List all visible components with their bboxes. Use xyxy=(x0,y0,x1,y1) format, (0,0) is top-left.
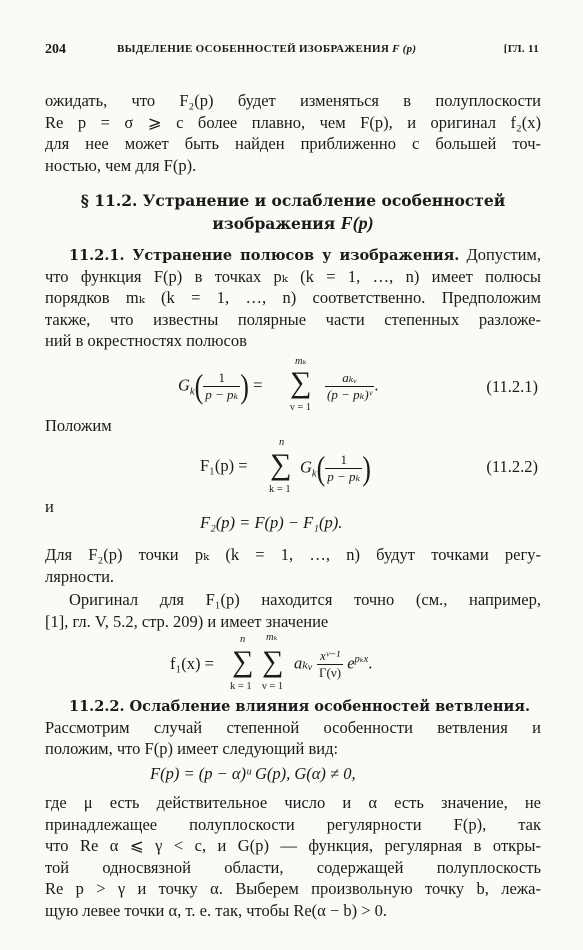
subsection-11-2-2 xyxy=(45,695,541,760)
subsection-heading: 11.2.1. Устранение полюсов у изображения. xyxy=(69,247,460,264)
equation-branch: F(p) = (p − α)ᵘ G(p), G(α) ≠ 0, xyxy=(150,764,356,783)
text-line: ожидать, что F₂(p) будет изменяться в полуплоскости xyxy=(45,91,541,110)
chapter-label: [ГЛ. 11 xyxy=(503,43,539,55)
text-line: порядков mₖ (k = 1, …, n) соответственно. Предположим xyxy=(45,288,541,307)
text-line: также, что известны полярные части степенных разложе- xyxy=(45,309,541,329)
paragraph-intro xyxy=(45,90,541,176)
subsection-11-2-1 xyxy=(45,244,541,352)
text-line: лярности. xyxy=(45,566,115,586)
eq2-lhs: F₁(p) = xyxy=(200,456,248,475)
text-line: для нее может быть найден приближенно с большей точ- xyxy=(45,134,541,153)
section-title-line: изображения F(p) xyxy=(212,213,374,233)
summation-sign: ∑ xyxy=(270,448,292,481)
paragraph-branch xyxy=(45,792,541,921)
text-line: Рассмотрим случай степенной особенности ветвления и xyxy=(45,717,541,737)
paragraph-regularity xyxy=(45,544,541,587)
text-line: положим, что F(p) имеет следующий вид: xyxy=(45,739,339,758)
paragraph-original xyxy=(45,589,541,632)
summation-sign: ∑ xyxy=(232,645,254,678)
text-line: что Re α ⩽ γ < c, и G(p) — функция, регулярная в откры- xyxy=(45,836,541,855)
summation-sign: ∑ xyxy=(290,366,312,399)
running-title: ВЫДЕЛЕНИЕ ОСОБЕННОСТЕЙ ИЗОБРАЖЕНИЯ F (p) xyxy=(117,43,417,55)
summation-sign: ∑ xyxy=(262,645,284,678)
text-line: Для F₂(p) точки pₖ (k = 1, …, n) будут точками регу- xyxy=(45,545,541,564)
eq4-term: aₖᵥ $\frac{\text{xᵛ⁻¹}}{\Gamma(\nu)}$ $e^{p_kx}$. xyxy=(294,648,373,680)
text-line: 11.2.1. Устранение полюсов у изображения. Допустим, xyxy=(69,245,541,264)
text-line: ностью, чем для F(p). xyxy=(45,155,197,175)
subsection-heading: 11.2.2. Ослабление влияния особенностей ветвления. xyxy=(69,698,531,715)
sum-upper-limit: n xyxy=(279,437,285,448)
sum-lower-limit: k = 1 xyxy=(269,484,291,495)
section-title-line: § 11.2. Устранение и ослабление особенностей xyxy=(80,191,506,210)
text-line: ний в окрестностях полюсов xyxy=(45,331,247,350)
text-line: щую левее точки α, т. е. так, чтобы Re(α − b) > 0. xyxy=(45,900,388,920)
eq1-lhs: $G_k$( $\frac{1}{\text{p − pₖ}}$ ) = xyxy=(178,367,263,405)
sum-lower-limit: ν = 1 xyxy=(290,402,312,413)
text-line: Положим xyxy=(45,416,112,435)
text-line: [1], гл. V, 5.2, стр. 209) и имеет значение xyxy=(45,611,329,631)
text-line xyxy=(45,695,541,717)
equation-number: (11.2.2) xyxy=(486,457,538,476)
page-number: 204 xyxy=(45,42,66,57)
text-line: и xyxy=(45,497,54,516)
text-line: Re p > γ и точку α. Выберем произвольную точку b, лежа- xyxy=(45,879,541,898)
sum-upper-limit: mₖ xyxy=(295,356,307,367)
sum-upper-limit: n xyxy=(240,634,246,645)
text-line: где μ есть действительное число и α есть значение, не xyxy=(45,793,541,812)
text-line: Re p = σ ⩾ c более плавно, чем F(p), и оригинал f₂(x) xyxy=(45,112,541,132)
eq2-term: $G_k$( $\frac{1}{\text{p − pₖ}}$ ) xyxy=(300,449,371,487)
sum-lower-limit: k = 1 xyxy=(230,681,252,692)
equation-number: (11.2.1) xyxy=(486,377,538,396)
sum-upper-limit: mₖ xyxy=(266,632,278,643)
section-title xyxy=(45,190,541,235)
sum-lower-limit: ν = 1 xyxy=(262,681,284,692)
text-line: той односвязной области, содержащей полуплоскость xyxy=(45,857,541,877)
equation-f2: F₂(p) = F(p) − F₁(p). xyxy=(200,513,343,532)
text-line: что функция F(p) в точках pₖ (k = 1, …, n) имеет полюсы xyxy=(45,266,541,286)
eq1-term: $\frac{\text{aₖᵥ}}{\text{(p − pₖ)ᵛ}}$ . xyxy=(327,370,379,402)
eq4-lhs: f₁(x) = xyxy=(170,654,214,673)
text-line: Оригинал для F₁(p) находится точно (см., например, xyxy=(69,590,541,609)
text-line: принадлежащее полуплоскости регулярности F(p), так xyxy=(45,814,541,834)
running-header xyxy=(45,42,545,62)
